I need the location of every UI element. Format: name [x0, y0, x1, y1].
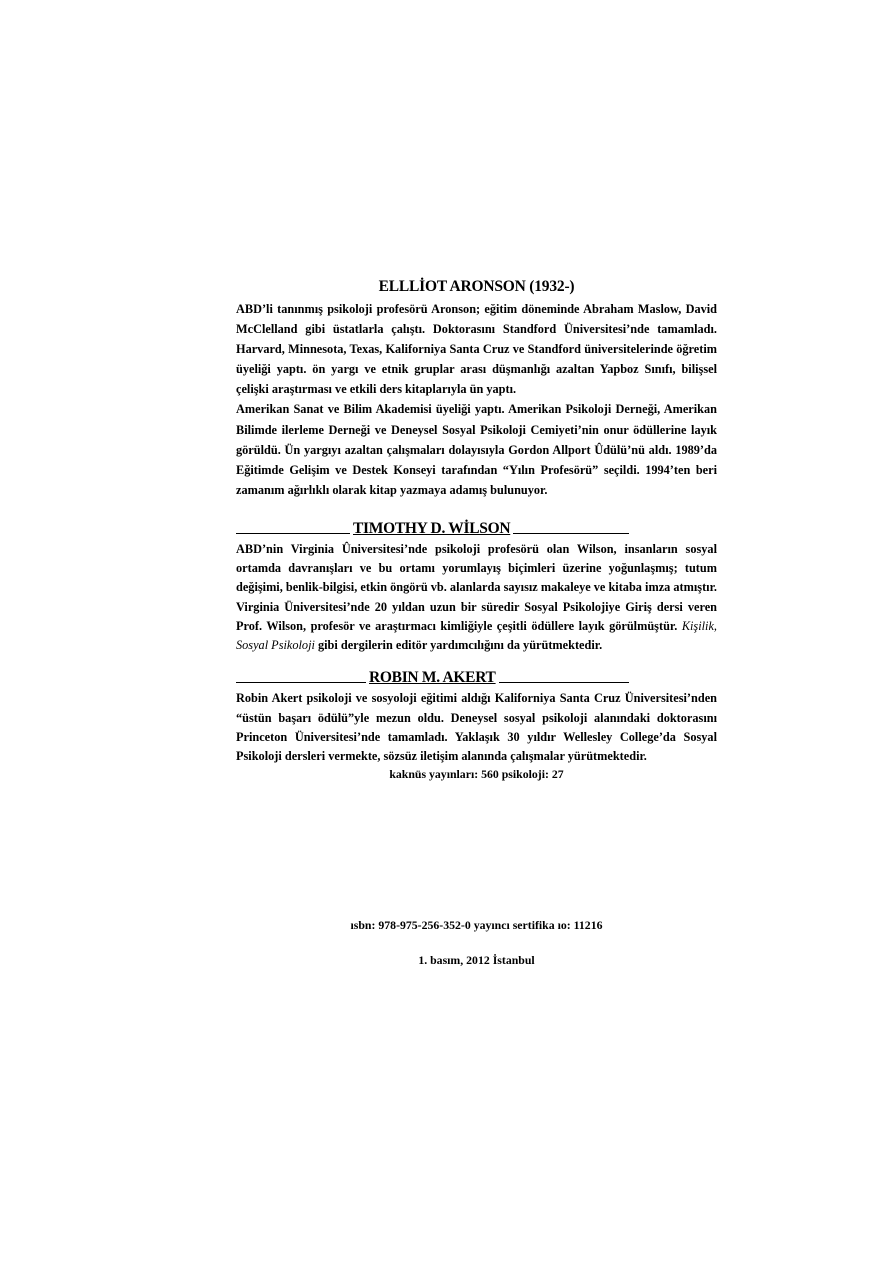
- akert-bio-paragraph: Robin Akert psikoloji ve sosyoloji eğitimi aldığı Kaliforniya Santa Cruz Üniversitesi’nden “üstün başarı ödülü”yle mezun oldu. Deneysel sosyal psikoloji alanındaki doktorasını Princeton Üniversitesi’nde tamamladı. Yaklaşık 30 yıldır Wellesley College’da Sosyal Psikoloji dersleri vermekte, sözsüz iletişim alanında çalışmalar yürütmektedir.: [236, 691, 717, 764]
- aronson-bio-paragraph-1: ABD’li tanınmış psikoloji profesörü Aronson; eğitim döneminde Abraham Maslow, David McClelland gibi üstatlarla çalıştı. Doktorasını Standford Üniversitesi’nde tamamladı. Harvard, Minnesota, Texas, Kaliforniya Santa Cruz ve Standford üniversitelerinde öğretim üyeliği yaptı. ön yargı ve etnik gruplar arası düşmanlığı azaltan Yapboz Sınıfı, bilişsel çelişki araştırması ve etkili ders kitaplarıyla ün yaptı.: [236, 302, 717, 397]
- wilson-journal-names: Kişilik, Sosyal Psikoloji: [236, 618, 717, 652]
- heading-rule-right: [499, 682, 629, 683]
- heading-rule-left: [236, 682, 366, 683]
- akert-heading: ROBIN M. AKERT: [369, 669, 496, 687]
- isbn-line: ısbn: 978-975-256-352-0 yayıncı sertifika ıo: 11216: [350, 918, 603, 932]
- edition-line: 1. basım, 2012 İstanbul: [418, 953, 535, 967]
- wilson-bio-text-2: gibi dergilerin editör yardımcılığını da yürütmektedir.: [314, 637, 603, 652]
- wilson-heading: TIMOTHY D. WİLSON: [353, 519, 511, 537]
- akert-heading-row: [236, 669, 717, 687]
- aronson-bio-paragraph-2: Amerikan Sanat ve Bilim Akademisi üyeliği yaptı. Amerikan Psikoloji Derneği, Amerikan Bilimde ilerleme Derneği ve Deneysel Sosyal Psikoloji Cemiyeti’nin onur ödüllerine layık görüldü. Ün yargıyı azaltan çalışmaları dolayısıyla Gordon Allport Ûdülü’nü aldı. 1989’da Eğitimde Gelişim ve Destek Konseyi tarafından “Yılın Profesörü” seçildi. 1994’ten beri zamanım ağırlıklı olarak kitap yazmaya adamış bulunuyor.: [236, 402, 717, 497]
- heading-rule-right: [513, 533, 629, 534]
- publisher-line: kaknüs yayınları: 560 psikoloji: 27: [389, 766, 564, 781]
- heading-rule-left: [236, 533, 350, 534]
- wilson-bio-paragraph: [236, 540, 717, 655]
- wilson-bio-text-1: ABD’nin Virginia Ûniversitesi’nde psikoloji profesörü olan Wilson, insanların sosyal ortamda davranışları ve bu ortamı yorumlayış biçimleri üzerine yoğunlaşmış; tutum değişimi, benlik-bilgisi, etkin öngörü vb. alanlarda sayısız makaleye ve kitaba imza atmıştır. Virginia Üniversitesi’nde 20 yıldan uzun bir süredir Sosyal Psikolojiye Giriş dersi veren Prof. Wilson, profesör ve araştırmacı kimliğiyle çeşitli ödüllere layık görülmüştür.: [236, 541, 717, 633]
- author-bios: [236, 278, 717, 782]
- wilson-heading-row: [236, 520, 717, 538]
- aronson-heading: ELLLİOT ARONSON (1932-): [378, 278, 575, 295]
